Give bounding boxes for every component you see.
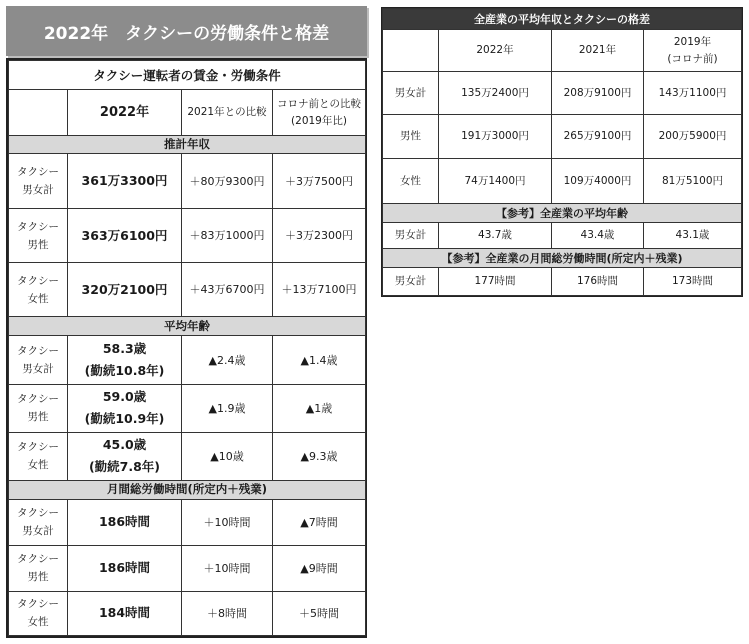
section-title: 推計年収: [9, 136, 366, 154]
row-label: [9, 499, 68, 545]
income-gap-2021: 109万4000円: [552, 159, 644, 204]
col-header-vs-2021: 2021年との比較: [182, 90, 273, 136]
row-label: [9, 336, 68, 384]
change-vs-precovid: ▲9時間: [273, 545, 366, 591]
row-label: 男性: [383, 115, 439, 159]
col-header-vs-precovid-note: (2019年比): [291, 114, 347, 127]
age-2021: 43.4歳: [552, 223, 644, 249]
row-label-line2: 男性: [27, 238, 49, 251]
col-header-vs-precovid: [273, 90, 366, 136]
change-vs-2021: ＋8時間: [182, 591, 273, 635]
value-2022: 320万2100円: [68, 263, 182, 317]
change-vs-precovid: ＋5時間: [273, 591, 366, 635]
change-vs-precovid: ▲1歳: [273, 384, 366, 432]
section-title: 月間総労働時間(所定内＋残業): [9, 480, 366, 499]
income-gap-2021: 208万9100円: [552, 72, 644, 115]
col-header-2022: 2022年: [439, 30, 552, 72]
change-vs-2021: ▲2.4歳: [182, 336, 273, 384]
change-vs-precovid: ＋13万7100円: [273, 263, 366, 317]
income-gap-2019: 200万5900円: [644, 115, 742, 159]
change-vs-precovid: ▲7時間: [273, 499, 366, 545]
col-header-2019-note: (コロナ前): [667, 52, 718, 65]
hours-2022: 177時間: [439, 268, 552, 296]
income-gap-2019: 143万1100円: [644, 72, 742, 115]
change-vs-2021: ＋10時間: [182, 545, 273, 591]
row-label-line2: 女性: [27, 292, 49, 305]
col-header-2019: [644, 30, 742, 72]
value-sub: (勤続7.8年): [88, 459, 161, 475]
row-label: [9, 545, 68, 591]
row-label-line1: タクシー: [17, 507, 59, 520]
value-2022: 184時間: [68, 591, 182, 635]
change-vs-2021: ▲1.9歳: [182, 384, 273, 432]
hours-2021: 176時間: [552, 268, 644, 296]
row-label: [9, 432, 68, 480]
income-gap-2021: 265万9100円: [552, 115, 644, 159]
col-header-vs-precovid-label: コロナ前との比較: [277, 97, 361, 110]
right-table-title: 全産業の平均年収とタクシーの格差: [383, 9, 742, 30]
income-gap-2022: 191万3000円: [439, 115, 552, 159]
section-title: 【参考】全産業の月間総労働時間(所定内＋残業): [383, 248, 742, 267]
row-label: [9, 154, 68, 209]
row-label-line2: 男女計: [22, 525, 54, 538]
row-label: 男女計: [383, 268, 439, 296]
all-industry-income-gap-table: [381, 7, 743, 297]
change-vs-2021: ＋43万6700円: [182, 263, 273, 317]
change-vs-precovid: ＋3万2300円: [273, 209, 366, 263]
value-2022: [68, 384, 182, 432]
row-label-line2: 男女計: [22, 363, 54, 375]
age-2019: 43.1歳: [644, 223, 742, 249]
taxi-working-conditions-table: [6, 58, 367, 638]
row-label-line1: タクシー: [17, 220, 59, 233]
value-2022: 186時間: [68, 499, 182, 545]
section-title: 【参考】全産業の平均年齢: [383, 204, 742, 223]
row-label-line2: 女性: [27, 459, 49, 472]
col-header-2022: 2022年: [68, 90, 182, 136]
value-2022: [68, 336, 182, 384]
row-label-line1: タクシー: [17, 393, 59, 406]
change-vs-2021: ＋83万1000円: [182, 209, 273, 263]
row-label-line2: 男性: [27, 411, 49, 424]
hours-2019: 173時間: [644, 268, 742, 296]
corner-cell: [383, 30, 439, 72]
value-2022: 186時間: [68, 545, 182, 591]
row-label-line1: タクシー: [17, 166, 59, 179]
row-label: [9, 209, 68, 263]
age-2022: 43.7歳: [439, 223, 552, 249]
section-title: 平均年齢: [9, 317, 366, 336]
change-vs-precovid: ＋3万7500円: [273, 154, 366, 209]
row-label-line1: タクシー: [17, 598, 59, 611]
row-label: 男女計: [383, 72, 439, 115]
row-label-line2: 女性: [27, 616, 49, 629]
change-vs-2021: ▲10歳: [182, 432, 273, 480]
income-gap-2019: 81万5100円: [644, 159, 742, 204]
value-2022: 361万3300円: [68, 154, 182, 209]
col-header-2021: 2021年: [552, 30, 644, 72]
value-main: 45.0歳: [102, 437, 147, 453]
row-label: [9, 384, 68, 432]
value-sub: (勤続10.9年): [84, 411, 165, 427]
row-label: 男女計: [383, 223, 439, 249]
row-label-line2: 男性: [27, 571, 49, 584]
row-label: [9, 263, 68, 317]
value-2022: 363万6100円: [68, 209, 182, 263]
row-label-line1: タクシー: [17, 274, 59, 287]
row-label-line1: タクシー: [17, 345, 59, 357]
col-header-2019-year: 2019年: [673, 35, 712, 48]
row-label: 女性: [383, 159, 439, 204]
row-label-line1: タクシー: [17, 441, 59, 454]
corner-cell: [9, 90, 68, 136]
change-vs-2021: ＋10時間: [182, 499, 273, 545]
change-vs-precovid: ▲1.4歳: [273, 336, 366, 384]
change-vs-2021: ＋80万9300円: [182, 154, 273, 209]
value-main: 59.0歳: [102, 389, 147, 405]
value-sub: (勤続10.8年): [84, 363, 165, 378]
change-vs-precovid: ▲9.3歳: [273, 432, 366, 480]
table-subtitle: タクシー運転者の賃金・労働条件: [9, 61, 366, 90]
income-gap-2022: 135万2400円: [439, 72, 552, 115]
left-table-title: 2022年 タクシーの労働条件と格差: [6, 6, 367, 56]
row-label-line2: 男女計: [22, 184, 54, 197]
value-main: 58.3歳: [102, 341, 147, 356]
row-label-line1: タクシー: [17, 553, 59, 566]
row-label: [9, 591, 68, 635]
income-gap-2022: 74万1400円: [439, 159, 552, 204]
value-2022: [68, 432, 182, 480]
